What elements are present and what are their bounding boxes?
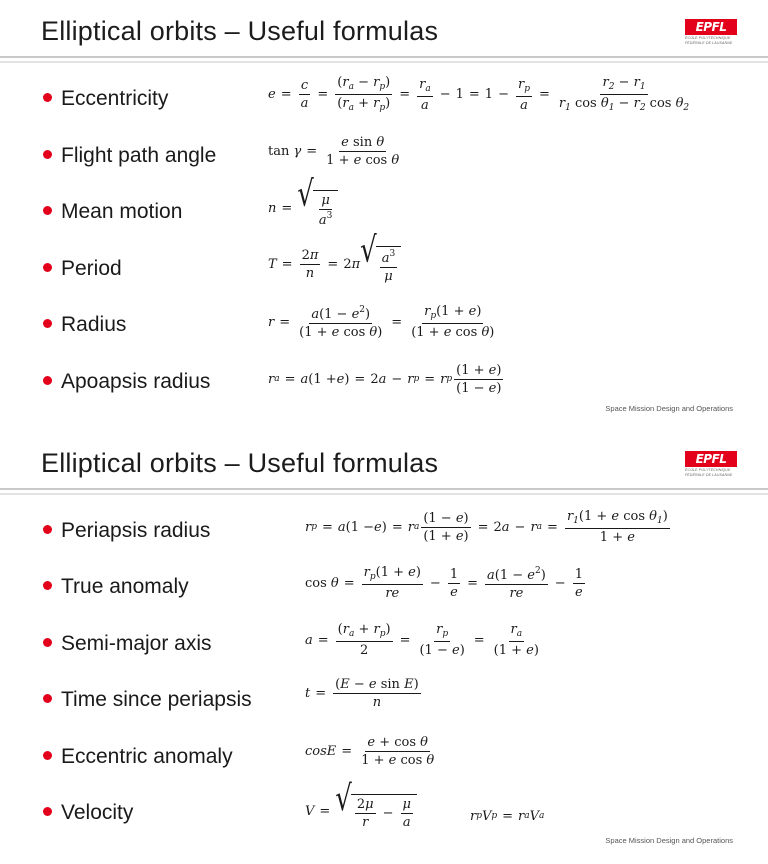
formula-periapsis-radius: r p = a (1 − e ) = r a $\frac{(1 - e)}{(1 + e)}$ = 2 a − r a = $\frac{r_1(1 + e \cos \theta_1)}{1 + e}$ xyxy=(305,509,668,545)
bullet-semi-major-axis: Semi-major axis xyxy=(43,631,273,657)
formula-period: T = $\frac{2\pi}{n}$ = 2 π √ $\frac{a^3}{\mu}$ xyxy=(268,246,401,283)
formula-true-anomaly: cos θ = $\frac{r_p(1 + e)}{re}$ − $\frac{1}{e}$ = $\frac{a(1 - e^2)}{re}$ − $\frac{1}{e}$ xyxy=(305,565,583,601)
logo-subtitle: ÉCOLE POLYTECHNIQUE FÉDÉRALE DE LAUSANNE xyxy=(685,36,733,45)
header-divider-secondary xyxy=(0,61,768,63)
formula-mean-motion: n = √ $\frac{\mu}{a^3}$ xyxy=(268,190,338,227)
bullet-period: Period xyxy=(43,256,273,282)
bullet-dot-icon xyxy=(43,751,52,760)
formula-apoapsis-radius: r a = a (1 + e ) = 2 a − r p = r p $\frac{(1 + e)}{(1 - e)}$ xyxy=(268,363,502,396)
bullet-periapsis-radius: Periapsis radius xyxy=(43,518,273,544)
bullet-dot-icon xyxy=(43,376,52,385)
bullet-flight-path-angle: Flight path angle xyxy=(43,143,273,169)
formula-velocity-relation: r p V p = r a V a xyxy=(470,809,545,824)
formula-semi-major-axis: a = $\frac{(r_a + r_p)}{2}$ = $\frac{r_p}{(1 - e)}$ = $\frac{r_a}{(1 + e)}$ xyxy=(305,622,539,658)
bullet-velocity: Velocity xyxy=(43,800,273,826)
header-divider xyxy=(0,488,768,490)
formula-eccentricity: e = $\frac{c}{a}$ = $\frac{(r_a - r_p)}{(r_a + r_p)}$ = $\frac{r_a}{a}$ − 1 = 1 − $\frac{r_p}{a}$ = $\frac{r_2 - r_1}{r_1 \cos \theta_1 - r_2 \cos \theta_2}$ xyxy=(268,75,690,113)
epfl-logo xyxy=(685,19,737,46)
logo-mark: EPFL xyxy=(685,19,737,35)
bullet-apoapsis-radius: Apoapsis radius xyxy=(43,369,273,395)
bullet-dot-icon xyxy=(43,581,52,590)
formula-time-since-periapsis: t = $\frac{\text{(E − e sin E)}}{n}$ xyxy=(305,677,419,710)
bullet-mean-motion: Mean motion xyxy=(43,199,273,225)
bullet-dot-icon xyxy=(43,694,52,703)
bullet-radius: Radius xyxy=(43,312,273,338)
bullet-dot-icon xyxy=(43,206,52,215)
footer-course: Space Mission Design and Operations xyxy=(605,836,733,845)
logo-mark: EPFL xyxy=(685,451,737,467)
header-divider xyxy=(0,56,768,58)
formula-radius: r = $\frac{a(1 - e^2)}{\text{(1 + e cos θ)}}$ = $\frac{r_p(1 + e)}{\text{(1 + e cos θ)}}$ xyxy=(268,304,495,340)
epfl-logo xyxy=(685,451,737,478)
bullet-dot-icon xyxy=(43,319,52,328)
formula-velocity: V = √ $\frac{2\mu}{r}$ − $\frac{\mu}{a}$ xyxy=(305,794,417,829)
slide-title: Elliptical orbits – Useful formulas xyxy=(41,448,439,478)
bullet-dot-icon xyxy=(43,638,52,647)
header-divider-secondary xyxy=(0,493,768,495)
bullet-eccentricity: Eccentricity xyxy=(43,86,273,112)
bullet-dot-icon xyxy=(43,263,52,272)
bullet-dot-icon xyxy=(43,525,52,534)
bullet-dot-icon xyxy=(43,93,52,102)
formula-flight-path-angle: tan γ = $\frac{\text{e sin θ}}{\text{1 + e cos θ}}$ xyxy=(268,135,400,168)
footer-course: Space Mission Design and Operations xyxy=(605,404,733,413)
slide-title: Elliptical orbits – Useful formulas xyxy=(41,16,439,46)
bullet-time-since-periapsis: Time since periapsis xyxy=(43,687,273,713)
bullet-dot-icon xyxy=(43,150,52,159)
bullet-eccentric-anomaly: Eccentric anomaly xyxy=(43,744,273,770)
bullet-true-anomaly: True anomaly xyxy=(43,574,273,600)
formula-eccentric-anomaly: cosE = $\frac{\text{e + cos θ}}{\text{1 + e cos θ}}$ xyxy=(305,735,435,768)
logo-subtitle: ÉCOLE POLYTECHNIQUE FÉDÉRALE DE LAUSANNE xyxy=(685,468,733,477)
bullet-dot-icon xyxy=(43,807,52,816)
slide-2 xyxy=(0,432,768,864)
